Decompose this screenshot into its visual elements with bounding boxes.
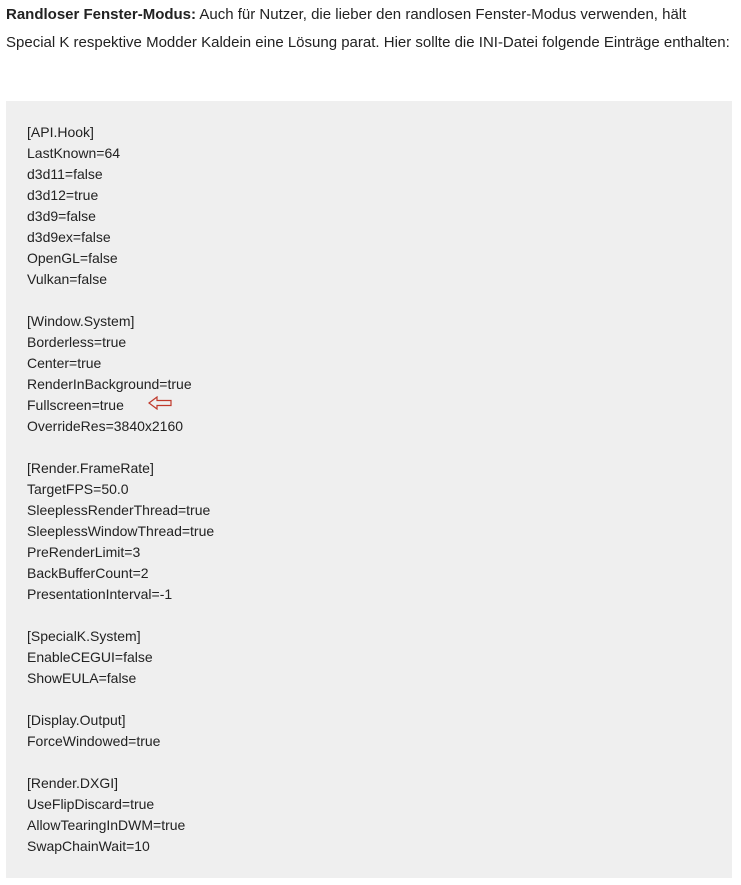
code-blank-line	[27, 605, 732, 626]
code-line	[27, 353, 732, 374]
code-line	[27, 836, 732, 857]
code-line	[27, 710, 732, 731]
code-line-text: OverrideRes=3840x2160	[27, 418, 184, 434]
code-line-text: UseFlipDiscard=true	[27, 796, 155, 812]
code-line-text: [SpecialK.System]	[27, 628, 141, 644]
code-line	[27, 248, 732, 269]
code-line-text: EnableCEGUI=false	[27, 649, 153, 665]
code-line-text: LastKnown=64	[27, 145, 121, 161]
code-line	[27, 416, 732, 437]
code-line	[27, 647, 732, 668]
code-line-text: Vulkan=false	[27, 271, 108, 287]
code-line-text: SleeplessRenderThread=true	[27, 502, 211, 518]
intro-text: Auch für Nutzer, die lieber den randlosen Fenster-Modus verwenden, hält Special K respektive Modder Kaldein eine Lösung parat. Hier sollte die INI-Datei folgende Einträge enthalten:	[6, 6, 730, 51]
code-line-text: RenderInBackground=true	[27, 376, 192, 392]
code-line-text: Borderless=true	[27, 334, 127, 350]
code-line-text: TargetFPS=50.0	[27, 481, 129, 497]
code-line	[27, 584, 732, 605]
intro-paragraph	[6, 0, 734, 57]
code-line-text: Fullscreen=true	[27, 397, 124, 413]
code-line-text: BackBufferCount=2	[27, 565, 149, 581]
code-line-text: ForceWindowed=true	[27, 733, 161, 749]
code-line-text: SwapChainWait=10	[27, 838, 150, 854]
code-line	[27, 458, 732, 479]
code-line	[27, 815, 732, 836]
code-line	[27, 164, 732, 185]
code-line	[27, 374, 732, 395]
code-line	[27, 773, 732, 794]
code-line	[27, 143, 732, 164]
code-blank-line	[27, 290, 732, 311]
code-line	[27, 794, 732, 815]
code-line	[27, 122, 732, 143]
code-line	[27, 227, 732, 248]
code-blank-line	[27, 752, 732, 773]
code-line	[27, 521, 732, 542]
code-line-text: OpenGL=false	[27, 250, 118, 266]
code-blank-line	[27, 437, 732, 458]
code-line	[27, 563, 732, 584]
arrow-left-outline-icon	[148, 395, 172, 416]
code-line	[27, 668, 732, 689]
code-line-text: AllowTearingInDWM=true	[27, 817, 186, 833]
code-line-text: Center=true	[27, 355, 102, 371]
code-line-text: d3d9ex=false	[27, 229, 111, 245]
code-line	[27, 332, 732, 353]
code-line-text: SleeplessWindowThread=true	[27, 523, 215, 539]
code-line	[27, 269, 732, 290]
code-line-text: PreRenderLimit=3	[27, 544, 141, 560]
code-line-text: d3d12=true	[27, 187, 99, 203]
code-line-text: PresentationInterval=-1	[27, 586, 173, 602]
code-line-text: ShowEULA=false	[27, 670, 137, 686]
code-line	[27, 626, 732, 647]
code-line	[27, 731, 732, 752]
code-line	[27, 311, 732, 332]
code-line-text: [Render.DXGI]	[27, 775, 119, 791]
code-line-text: d3d11=false	[27, 166, 103, 182]
code-line-text: [API.Hook]	[27, 124, 94, 140]
code-line	[27, 542, 732, 563]
code-line	[27, 395, 732, 416]
code-line-text: [Render.FrameRate]	[27, 460, 154, 476]
code-line	[27, 479, 732, 500]
ini-code-block	[6, 101, 732, 878]
code-line	[27, 206, 732, 227]
code-line-text: [Window.System]	[27, 313, 135, 329]
code-line	[27, 185, 732, 206]
code-line-text: d3d9=false	[27, 208, 96, 224]
code-line-text: [Display.Output]	[27, 712, 126, 728]
code-line	[27, 500, 732, 521]
intro-bold-label: Randloser Fenster-Modus:	[6, 6, 197, 23]
code-blank-line	[27, 689, 732, 710]
